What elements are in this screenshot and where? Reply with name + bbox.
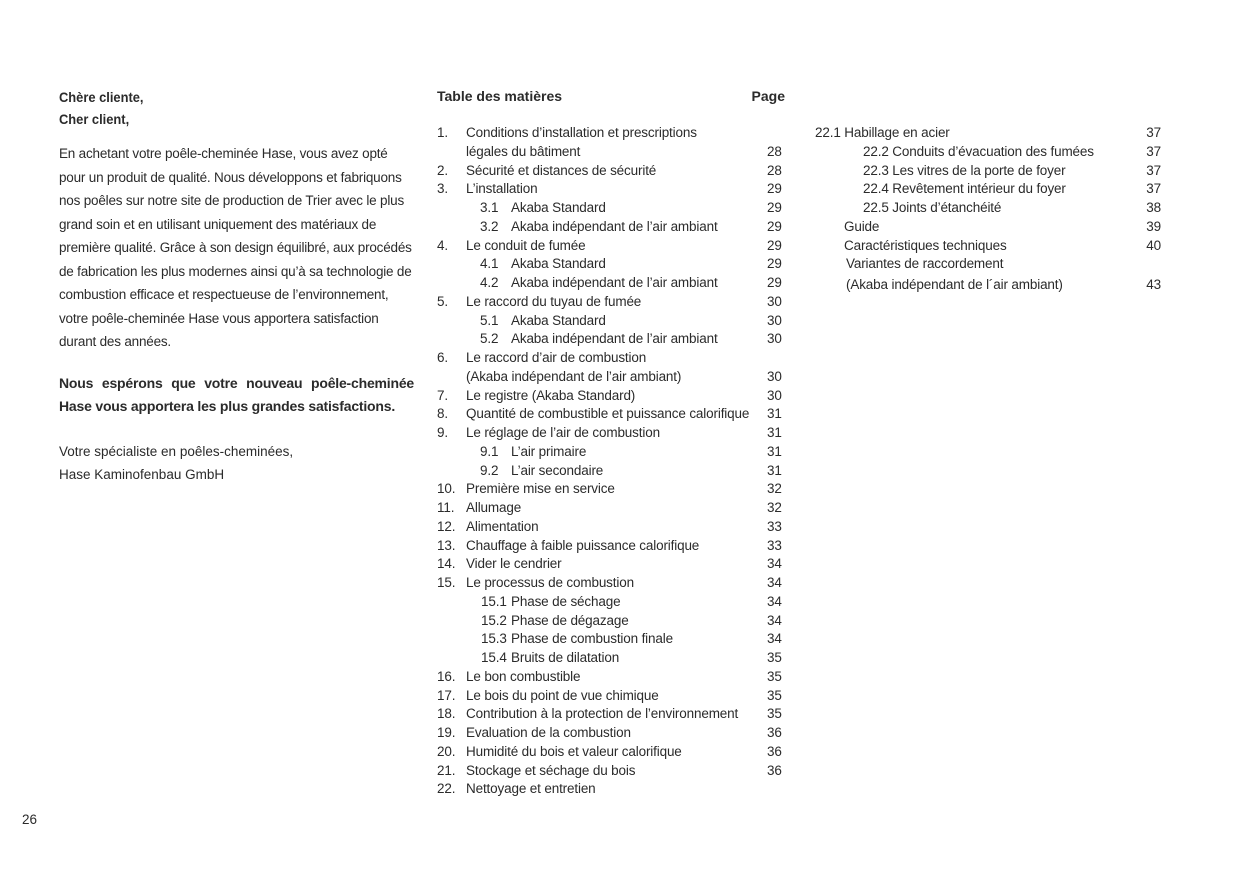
toc-row-page: 34: [767, 575, 782, 590]
toc-row-page: 30: [767, 387, 782, 403]
toc-row-page: 29: [767, 237, 782, 253]
toc-row-page: 31: [767, 406, 782, 422]
toc-row-text: Conditions d’installation et prescriptions: [466, 125, 697, 140]
toc-row: [437, 762, 785, 781]
toc-row: [815, 218, 1161, 237]
toc-row: [815, 237, 1161, 256]
toc-row-text: L’air secondaire: [511, 462, 604, 478]
toc-row-page: 30: [767, 293, 782, 309]
toc-row-number: 4.2: [480, 275, 499, 290]
toc-row: [815, 124, 1161, 143]
greeting-line-2: Cher client,: [59, 111, 130, 127]
toc-row-text: Humidité du bois et valeur calorifique: [466, 743, 682, 759]
toc-row-number: 3.1: [480, 200, 499, 215]
toc-row-page: 34: [767, 593, 782, 609]
toc-row-number: 4.: [437, 237, 448, 253]
toc-row-text: Vider le cendrier: [466, 556, 562, 572]
toc-row-text: Le bois du point de vue chimique: [466, 687, 659, 703]
intro-paragraph: En achetant votre poêle-cheminée Hase, vous avez opté pour un produit de qualité. Nous développons et fabriquons nos poêles sur notre site de production de Trier avec le plus grand soin et en utilisant uniquement des matériaux de première qualité. Grâce à son design équilibré, aux procédés de fabrication les plus modernes ainsi qu’à sa technologie de combustion efficace et respectueuse de l’environnement, votre poêle-cheminée Hase vous apportera satisfaction durant des années.: [59, 146, 412, 349]
toc-row-page: 34: [767, 631, 782, 647]
toc-row-page: 40: [1146, 237, 1161, 253]
toc-row: [437, 218, 785, 237]
toc-row-number: 3.2: [480, 218, 499, 234]
toc-row: [437, 424, 785, 443]
toc-row-page: 31: [767, 425, 782, 440]
toc-row-number: 4.1: [480, 256, 499, 272]
toc-row-number: 10.: [437, 481, 456, 497]
toc-row-text: Akaba Standard: [511, 312, 606, 328]
toc-row-page: 30: [767, 331, 782, 347]
toc-row: [437, 387, 785, 406]
toc-row: [437, 705, 785, 724]
toc-row-number: 9.2: [480, 462, 499, 478]
toc-row-number: 21.: [437, 762, 456, 778]
toc-row-text: Akaba indépendant de l’air ambiant: [511, 331, 718, 347]
toc-row-number: 13.: [437, 537, 456, 553]
signature-line-1: Votre spécialiste en poêles-cheminées,: [59, 443, 294, 459]
toc-row-text: Nettoyage et entretien: [466, 781, 596, 797]
toc-row-text: Le raccord du tuyau de fumée: [466, 293, 642, 309]
toc-row-text: Contribution à la protection de l’environnement: [466, 706, 739, 722]
toc-row-text: Phase de dégazage: [511, 612, 629, 628]
toc-row-text: Evaluation de la combustion: [466, 725, 631, 740]
toc-row-page: 38: [1146, 200, 1161, 215]
toc-row-text: Sécurité et distances de sécurité: [466, 162, 657, 178]
toc-row-number: 5.: [437, 293, 448, 309]
toc-row: [437, 574, 785, 593]
toc-row-text: 22.2 Conduits d’évacuation des fumées: [863, 143, 1094, 159]
toc-page-label: Page: [751, 88, 785, 104]
toc-row: [437, 162, 785, 181]
toc-row: [437, 780, 785, 799]
toc-row-number: 15.3: [481, 631, 507, 647]
toc-title: Table des matières: [437, 88, 563, 104]
toc-row: [437, 743, 785, 762]
toc-row-text: Akaba indépendant de l’air ambiant: [511, 275, 718, 290]
toc-row-page: 33: [767, 518, 782, 534]
toc-row-text: 22.5 Joints d’étanchéité: [863, 200, 1002, 215]
toc-row-number: 17.: [437, 687, 456, 703]
toc-row-text: Guide: [844, 218, 880, 234]
toc-row: [437, 237, 785, 256]
toc-row: [437, 518, 785, 537]
toc-row-text: Le raccord d’air de combustion: [466, 350, 647, 365]
toc-row-number: 15.4: [481, 650, 507, 665]
toc-row: [815, 143, 1161, 162]
toc-row-text: légales du bâtiment: [466, 143, 581, 159]
toc-row: [437, 405, 785, 424]
toc-row-text: Allumage: [466, 500, 522, 515]
toc-row-page: 29: [767, 200, 782, 215]
toc-row-page: 29: [767, 218, 782, 234]
toc-row-text: Phase de combustion finale: [511, 631, 673, 647]
toc-row: [437, 499, 785, 518]
toc-row-page: 29: [767, 275, 782, 290]
toc-row: [437, 668, 785, 687]
toc-row: [437, 724, 785, 743]
toc-row-number: 12.: [437, 518, 456, 534]
toc-row-page: 32: [767, 500, 782, 515]
toc-row: [437, 255, 785, 274]
hope-paragraph: Nous espérons que votre nouveau poêle-cheminée Hase vous apportera les plus grandes satisfactions.: [59, 374, 414, 414]
toc-row-page: 35: [767, 668, 782, 684]
toc-row-page: 39: [1146, 218, 1161, 234]
toc-row-text: 22.3 Les vitres de la porte de foyer: [863, 162, 1066, 178]
toc-row-text: 22.4 Revêtement intérieur du foyer: [863, 181, 1066, 197]
toc-row-page: 30: [767, 312, 782, 328]
toc-row-number: 15.1: [481, 593, 507, 609]
toc-row-page: 32: [767, 481, 782, 497]
toc-row-number: 19.: [437, 725, 456, 740]
toc-row-number: 20.: [437, 743, 456, 759]
toc-row: [437, 124, 785, 143]
toc-row-text: Caractéristiques techniques: [844, 237, 1007, 253]
toc-row-text: Variantes de raccordement: [846, 256, 1004, 272]
toc-row-page: 31: [767, 443, 782, 459]
toc-row-number: 15.: [437, 575, 456, 590]
toc-row-page: 28: [767, 143, 782, 159]
toc-row-number: 14.: [437, 556, 456, 572]
toc-row-text: Akaba Standard: [511, 256, 606, 272]
toc-row: [815, 255, 1161, 276]
toc-row-page: 35: [767, 706, 782, 722]
toc-row: [437, 555, 785, 574]
toc-row: [437, 462, 785, 481]
toc-row: [437, 687, 785, 706]
toc-row-text: L’air primaire: [511, 443, 587, 459]
toc-row: [437, 293, 785, 312]
toc-row-text: Le réglage de l’air de combustion: [466, 425, 660, 440]
toc-row-page: 29: [767, 256, 782, 272]
toc-row: [437, 368, 785, 387]
toc-row-page: 36: [767, 743, 782, 759]
toc-row-number: 8.: [437, 406, 448, 422]
toc-row-page: 35: [767, 650, 782, 665]
toc-row-number: 1.: [437, 125, 448, 140]
toc-row: [437, 312, 785, 331]
toc-row: [437, 143, 785, 162]
toc-list: [437, 124, 785, 799]
toc-row-page: 37: [1146, 125, 1161, 140]
toc-row: [437, 537, 785, 556]
toc-row-page: 31: [767, 462, 782, 478]
toc-row-text: Alimentation: [466, 518, 539, 534]
toc-row-text: (Akaba indépendant de l’air ambiant): [466, 368, 682, 384]
toc-continuation-list: [815, 124, 1161, 295]
toc-row-text: Phase de séchage: [511, 593, 621, 609]
signature: [59, 440, 414, 486]
toc-row-number: 5.2: [480, 331, 499, 347]
toc-row-page: 33: [767, 537, 782, 553]
toc-row: [437, 274, 785, 293]
toc-row-number: 7.: [437, 387, 448, 403]
toc-row-text: Le registre (Akaba Standard): [466, 387, 636, 403]
signature-line-2: Hase Kaminofenbau GmbH: [59, 466, 225, 482]
toc-row-page: 34: [767, 612, 782, 628]
toc-row: [437, 649, 785, 668]
toc-row-text: Bruits de dilatation: [511, 650, 620, 665]
toc-row: [437, 612, 785, 631]
greeting-line-1: Chère cliente,: [59, 89, 144, 105]
toc-row-number: 6.: [437, 350, 448, 365]
toc-row-number: 22.: [437, 781, 456, 797]
toc-row-page: 37: [1146, 162, 1161, 178]
toc-row-number: 18.: [437, 706, 456, 722]
toc-row-text: Le bon combustible: [466, 668, 581, 684]
toc-row-number: 15.2: [481, 612, 507, 628]
toc-row-number: 5.1: [480, 312, 499, 328]
toc-row-page: 36: [767, 762, 782, 778]
toc-row-text: (Akaba indépendant de l´air ambiant): [846, 277, 1063, 293]
toc-row: [437, 199, 785, 218]
toc-header: [437, 86, 785, 106]
letter-column: [59, 86, 414, 486]
toc-row: [437, 443, 785, 462]
toc-row-number: 3.: [437, 181, 448, 197]
toc-row-page: 28: [767, 162, 782, 178]
toc-row: [815, 199, 1161, 218]
toc-row-text: Le conduit de fumée: [466, 237, 586, 253]
toc-row-text: 22.1 Habillage en acier: [815, 125, 950, 140]
toc-row: [437, 180, 785, 199]
toc-row-page: 37: [1146, 143, 1161, 159]
toc-row-text: Quantité de combustible et puissance calorifique: [466, 406, 750, 422]
toc-row: [437, 349, 785, 368]
toc-row-number: 9.: [437, 425, 448, 440]
toc-row-page: 30: [767, 368, 782, 384]
toc-row-text: Chauffage à faible puissance calorifique: [466, 537, 700, 553]
toc-row-number: 11.: [437, 500, 455, 515]
toc-row: [437, 593, 785, 612]
page-number: 26: [22, 812, 38, 827]
toc-row-text: Première mise en service: [466, 481, 615, 497]
toc-row: [437, 630, 785, 649]
toc-row-text: Stockage et séchage du bois: [466, 762, 636, 778]
toc-row-page: 34: [767, 556, 782, 572]
toc-row-page: 29: [767, 181, 782, 197]
toc-row: [815, 276, 1161, 295]
toc-row: [437, 480, 785, 499]
toc-row-text: L’installation: [466, 181, 538, 197]
toc-row-text: Akaba indépendant de l’air ambiant: [511, 218, 718, 234]
toc-row-page: 37: [1146, 181, 1161, 197]
toc-row-number: 16.: [437, 668, 456, 684]
toc-row-page: 35: [767, 687, 782, 703]
toc-row-number: 2.: [437, 162, 448, 178]
toc-row: [437, 330, 785, 349]
toc-row: [815, 162, 1161, 181]
toc-row-page: 36: [767, 725, 782, 740]
toc-row-text: Le processus de combustion: [466, 575, 634, 590]
toc-row: [815, 180, 1161, 199]
toc-row-text: Akaba Standard: [511, 200, 606, 215]
toc-row-number: 9.1: [480, 443, 499, 459]
toc-row-page: 43: [1146, 277, 1161, 293]
